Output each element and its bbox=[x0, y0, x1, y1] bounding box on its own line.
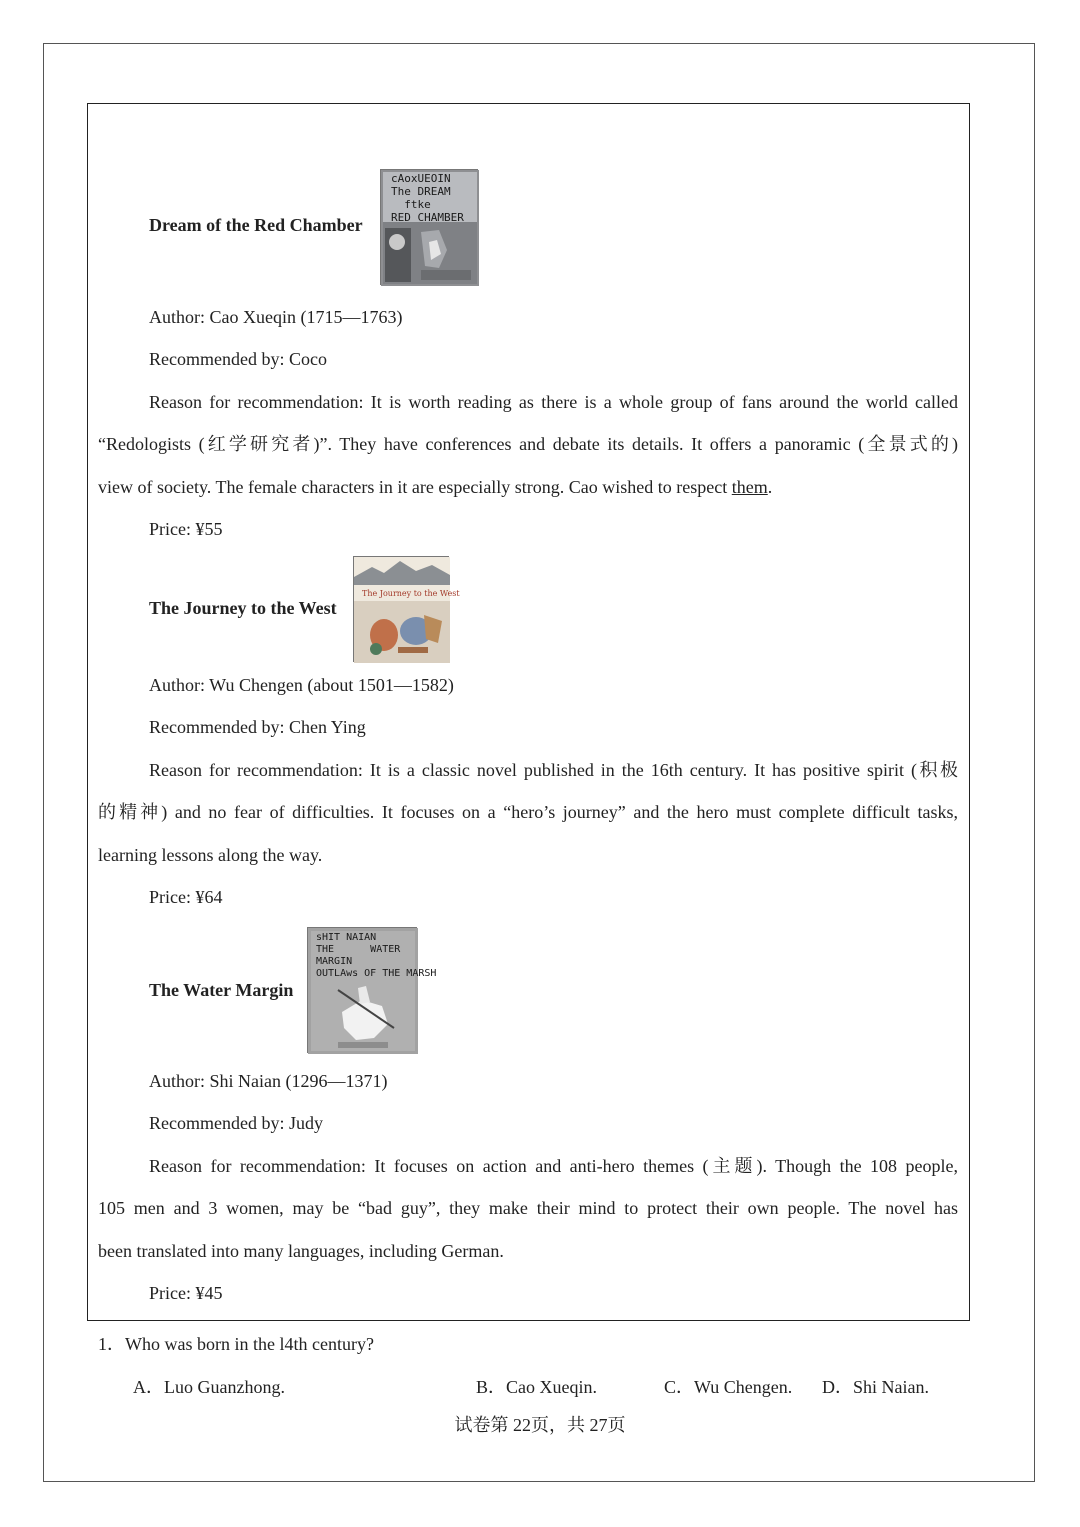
book-price: Price: ¥45 bbox=[149, 1283, 223, 1303]
question-stem: 1．Who was born in the l4th century? bbox=[98, 1334, 374, 1354]
book-title-dream-red-chamber: Dream of the Red Chamber bbox=[149, 215, 363, 235]
book-cover-journey-west bbox=[353, 556, 460, 662]
book-author: Author: Cao Xueqin (1715—1763) bbox=[149, 307, 403, 327]
option-d[interactable]: D．Shi Naian. bbox=[822, 1377, 929, 1397]
reason-line-2: 105 men and 3 women, may be “bad guy”, they make their mind to protect their own people. The novel has bbox=[98, 1198, 958, 1218]
underlined-word: them bbox=[731, 477, 768, 497]
book-title-journey-west: The Journey to the West bbox=[149, 598, 337, 618]
book-title-water-margin: The Water Margin bbox=[149, 980, 294, 1000]
cover-caption: The Journey to the West bbox=[362, 589, 460, 598]
reason-line-1: Reason for recommendation: It is a classic novel published in the 16th century. It has positive spirit (积极 bbox=[149, 760, 958, 780]
book-price: Price: ¥64 bbox=[149, 887, 223, 907]
option-c[interactable]: C．Wu Chengen. bbox=[664, 1377, 793, 1397]
cover-caption: cAoxUEOIN The DREAM ftke RED CHAMBER bbox=[391, 172, 464, 224]
reason-line-1: Reason for recommendation: It focuses on action and anti-hero themes (主题). Though the 108 people, bbox=[149, 1156, 958, 1176]
book-price: Price: ¥55 bbox=[149, 519, 223, 539]
page-footer: 试卷第 22页，共 27页 bbox=[454, 1415, 626, 1435]
reason-line-2: “Redologists (红学研究者)”. They have conferences and debate its details. It offers a panoramic (全景式的) bbox=[98, 434, 958, 454]
book-recommender: Recommended by: Judy bbox=[149, 1113, 323, 1133]
cover-caption: sHIT NAIAN THE WATER MARGIN OUTLAws OF THE MARSH bbox=[316, 932, 437, 979]
reason-line-1: Reason for recommendation: It is worth reading as there is a whole group of fans around the world called bbox=[149, 392, 958, 412]
reason-text: view of society. The female characters in it are especially strong. Cao wished to respect bbox=[98, 477, 732, 497]
book-author: Author: Shi Naian (1296—1371) bbox=[149, 1071, 388, 1091]
book-recommender: Recommended by: Coco bbox=[149, 349, 327, 369]
book-cover-water-margin bbox=[307, 927, 437, 1053]
book-author: Author: Wu Chengen (about 1501—1582) bbox=[149, 675, 454, 695]
reason-line-3: learning lessons along the way. bbox=[98, 845, 323, 865]
reason-end: . bbox=[767, 477, 773, 497]
reason-line-2: 的精神) and no fear of difficulties. It focuses on a “hero’s journey” and the hero must complete difficult tasks, bbox=[98, 802, 958, 822]
reason-line-3: been translated into many languages, including German. bbox=[98, 1241, 504, 1261]
passage-box bbox=[87, 103, 970, 1321]
option-a[interactable]: A．Luo Guanzhong. bbox=[133, 1377, 285, 1397]
option-b[interactable]: B．Cao Xueqin. bbox=[476, 1377, 597, 1397]
cover-illustration bbox=[354, 557, 450, 663]
reason-line-3 bbox=[98, 475, 772, 499]
book-cover-dream-red-chamber bbox=[380, 169, 478, 285]
book-recommender: Recommended by: Chen Ying bbox=[149, 717, 366, 737]
